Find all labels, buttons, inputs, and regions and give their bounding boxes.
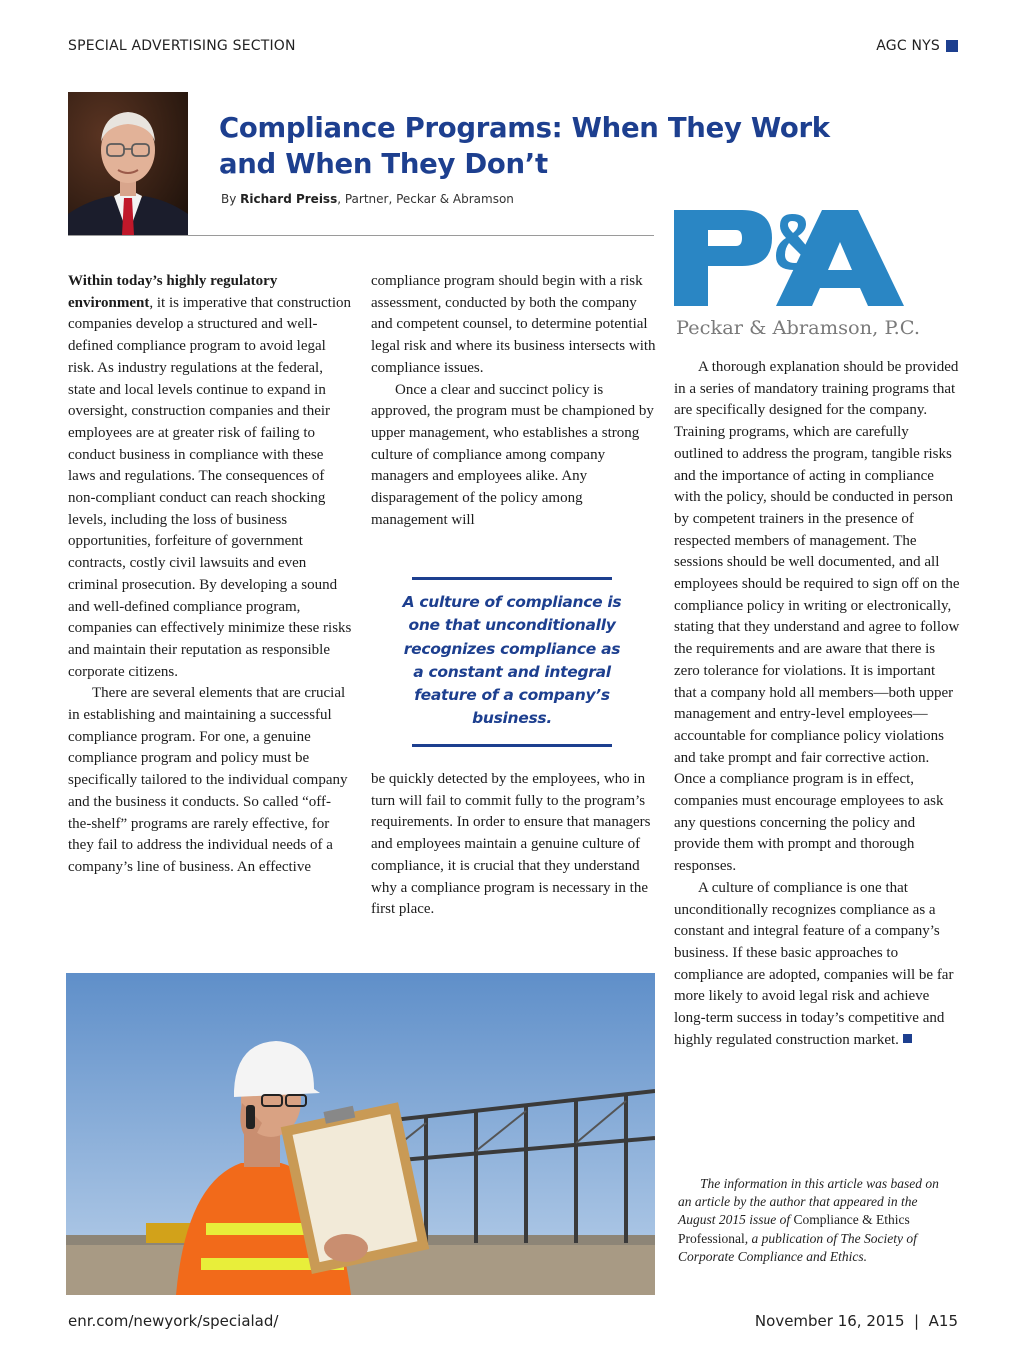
article-column-3 [674,357,960,1052]
author-role: , Partner, Peckar & Abramson [337,192,514,206]
article-column-1 [68,271,354,879]
square-bullet-icon [946,40,958,52]
paragraph: There are several elements that are crucial in establishing and maintaining a successful compliance program. For one, a genuine compliance program and policy must be specifically tailored to the individual company and the business it conducts. So called “off-the-shelf” programs are rarely effective, for they fail to address the individual needs of a company’s line of business. An effective [68,685,348,875]
pa-monogram-icon [674,210,904,306]
paragraph: compliance program should begin with a risk assessment, conducted by both the company and competent counsel, to determine potential legal risk and where its business intersects with compliance issues. [371,273,656,376]
source-note-journal: Compliance & Ethics Professional [678,1212,910,1246]
end-mark-icon [903,1034,912,1043]
publication-tag-text: AGC NYS [876,38,940,54]
pull-quote [402,577,622,747]
logo-firm-name: Peckar & Abramson, P.C. [676,317,920,339]
construction-worker-photo [66,973,655,1295]
footer-date-page: November 16, 2015 | A15 [754,1312,958,1330]
pull-quote-bottom-rule [412,744,612,747]
paragraph-text: A culture of compliance is one that unconditionally recognizes compliance as a constant and integral feature of a company’s business. If these basic approaches to compliance are adopted, companies will be far more likely to avoid legal risk and achieve long-term success in today’s competitive and highly regulated construction market. [674,879,954,1048]
source-note-part-1: The information in this article was based on an article by the author that appeared in the August 2015 issue of [678,1176,939,1228]
paragraph: be quickly detected by the employees, who in turn will fail to commit fully to the program’s requirements. In order to ensure that managers and employees maintain a genuine culture of compliance, it is crucial that they understand why a compliance program is necessary in the first place. [371,771,651,918]
source-note-part-2: , a publication of The Society of Corporate Compliance and Ethics. [678,1230,917,1264]
title-line-1: Compliance Programs: When They Work [219,112,830,144]
section-label: SPECIAL ADVERTISING SECTION [68,38,296,54]
byline [221,192,514,206]
author-name: Richard Preiss [240,192,338,206]
header-divider [68,235,654,236]
lead-in: Within today’s highly regulatory environment [68,273,278,311]
publication-tag [876,38,958,54]
source-note [678,1175,953,1266]
pull-quote-top-rule [412,577,612,580]
paragraph [68,271,354,683]
source-note-text [678,1175,953,1266]
footer-url: enr.com/newyork/specialad/ [68,1312,279,1330]
article-column-2-bottom [371,769,657,921]
author-portrait [68,92,188,235]
article-column-2-top [371,271,657,531]
title-line-2: and When They Don’t [219,148,548,180]
pull-quote-text: A culture of compliance is one that unconditionally recognizes compliance as a constant and integral feature of a company’s business. [402,593,622,728]
article-title [219,110,859,182]
paragraph [674,878,960,1052]
pa-logo [672,200,924,342]
byline-prefix: By [221,192,237,206]
paragraph: Once a clear and succinct policy is approved, the program must be championed by upper management, who establishes a strong culture of compliance among company managers and employees alike. Any disparagement of the policy among management will [371,381,654,528]
paragraph: A thorough explanation should be provided in a series of mandatory training programs that are specifically designed for the company. Training programs, which are carefully outlined to address the program, tangible risks and the importance of acting in compliance with the policy, should be conducted in person by competent trainers in the presence of respected members of management. The sessions should be well documented, and all employees should be required to sign off on the compliance policy in writing or electronically, stating that they understand and agree to follow the requirements and are aware that there is zero tolerance for violations. It is important that a company hold all members—both upper management and entry-level employees—accountable for compliance policy violations and take prompt and fair corrective action. Once a compliance program is in effect, companies must encourage employees to ask any questions concerning the policy and provide them with prompt and thorough responses. [674,359,960,875]
paragraph-text: , it is imperative that construction companies develop a structured and well-defined compliance program to avoid legal risk. As industry regulations at the federal, state and local levels continue to expand in oversight, construction companies and their employees are at greater risk of failing to conduct business in compliance with these laws and regulations. The consequences of non-compliant conduct can reach shocking levels, including the loss of business opportunities, forfeiture of government contracts, costly civil lawsuits and even criminal prosecution. By developing a sound and well-defined compliance program, companies can effectively minimize these risks and maintain their reputation as responsible corporate citizens. [68,294,352,680]
